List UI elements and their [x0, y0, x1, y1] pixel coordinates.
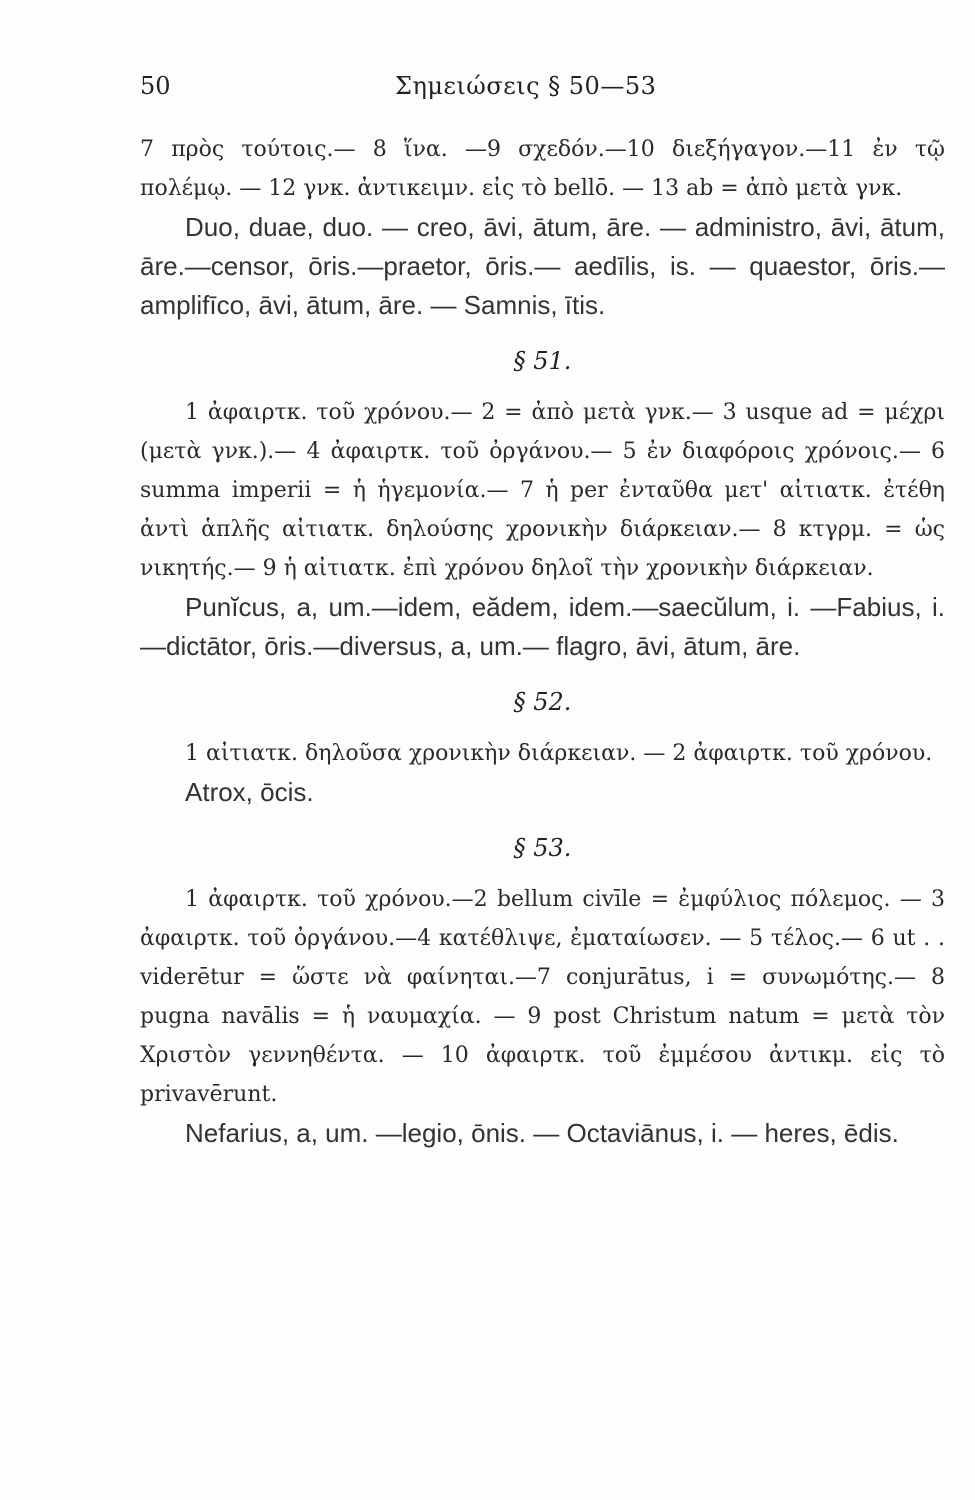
- notes-paragraph: 7 πρὸς τούτοις.— 8 ἵνα. —9 σχεδόν.—10 διεξήγαγον.—11 ἐν τῷ πολέμῳ. — 12 γνκ. ἀντικειμν. εἰς τὸ bellō. — 13 ab = ἀπὸ μετὰ γνκ.: [140, 137, 945, 201]
- running-head: Σημειώσεις § 50—53: [395, 72, 657, 100]
- section-heading-52: § 52.: [513, 688, 572, 716]
- vocabulary-paragraph: Nefarius, a, um. —legio, ōnis. — Octaviānus, i. — heres, ēdis.: [185, 1118, 899, 1148]
- vocabulary-paragraph: Punĭcus, a, um.—idem, eădem, idem.—saecŭlum, i. —Fabius, i.—dictātor, ōris.—diversus, a, um.— flagro, āvi, ātum, āre.: [140, 592, 945, 661]
- notes-paragraph: 1 αἰτιατκ. δηλοῦσα χρονικὴν διάρκειαν. — 2 ἀφαιρτκ. τοῦ χρόνου.: [185, 741, 933, 766]
- notes-paragraph: 1 ἀφαιρτκ. τοῦ χρόνου.— 2 = ἀπὸ μετὰ γνκ.— 3 usque ad = μέχρι (μετὰ γνκ.).— 4 ἀφαιρτκ. τοῦ ὀργάνου.— 5 ἐν διαφόροις χρόνοις.— 6 summa imperii = ἡ ἡγεμονία.— 7 ἡ per ἐνταῦθα μετ' αἰτιατκ. ἐτέθη ἀντὶ ἁπλῆς αἰτιατκ. δηλούσης χρονικὴν διάρκειαν.— 8 κτγρμ. = ὡς νικητής.— 9 ἡ αἰτιατκ. ἐπὶ χρόνου δηλοῖ τὴν χρονικὴν διάρκειαν.: [140, 400, 945, 581]
- notes-paragraph: 1 ἀφαιρτκ. τοῦ χρόνου.—2 bellum civīle = ἐμφύλιος πόλεμος. — 3 ἀφαιρτκ. τοῦ ὀργάνου.—4 κατέθλιψε, ἐματαίωσεν. — 5 τέλος.— 6 ut . . viderētur = ὥστε νὰ φαίνηται.—7 conjurātus, i = συνωμότης.— 8 pugna navālis = ἡ ναυμαχία. — 9 post Christum natum = μετὰ τὸν Χριστὸν γεννηθέντα. — 10 ἀφαιρτκ. τοῦ ἐμμέσου ἀντικμ. εἰς τὸ privavērunt.: [140, 887, 945, 1107]
- vocabulary-paragraph: Atrox, ōcis.: [185, 777, 314, 807]
- page-number: 50: [140, 72, 171, 100]
- section-heading-53: § 53.: [513, 834, 572, 862]
- section-heading-51: § 51.: [513, 347, 572, 375]
- vocabulary-paragraph: Duo, duae, duo. — creo, āvi, ātum, āre. — administro, āvi, ātum, āre.—censor, ōris.—praetor, ōris.— aedīlis, is. — quaestor, ōris.— amplifīco, āvi, ātum, āre. — Samnis, ītis.: [140, 212, 945, 320]
- page-content: [140, 130, 945, 1153]
- page-header: [140, 72, 920, 112]
